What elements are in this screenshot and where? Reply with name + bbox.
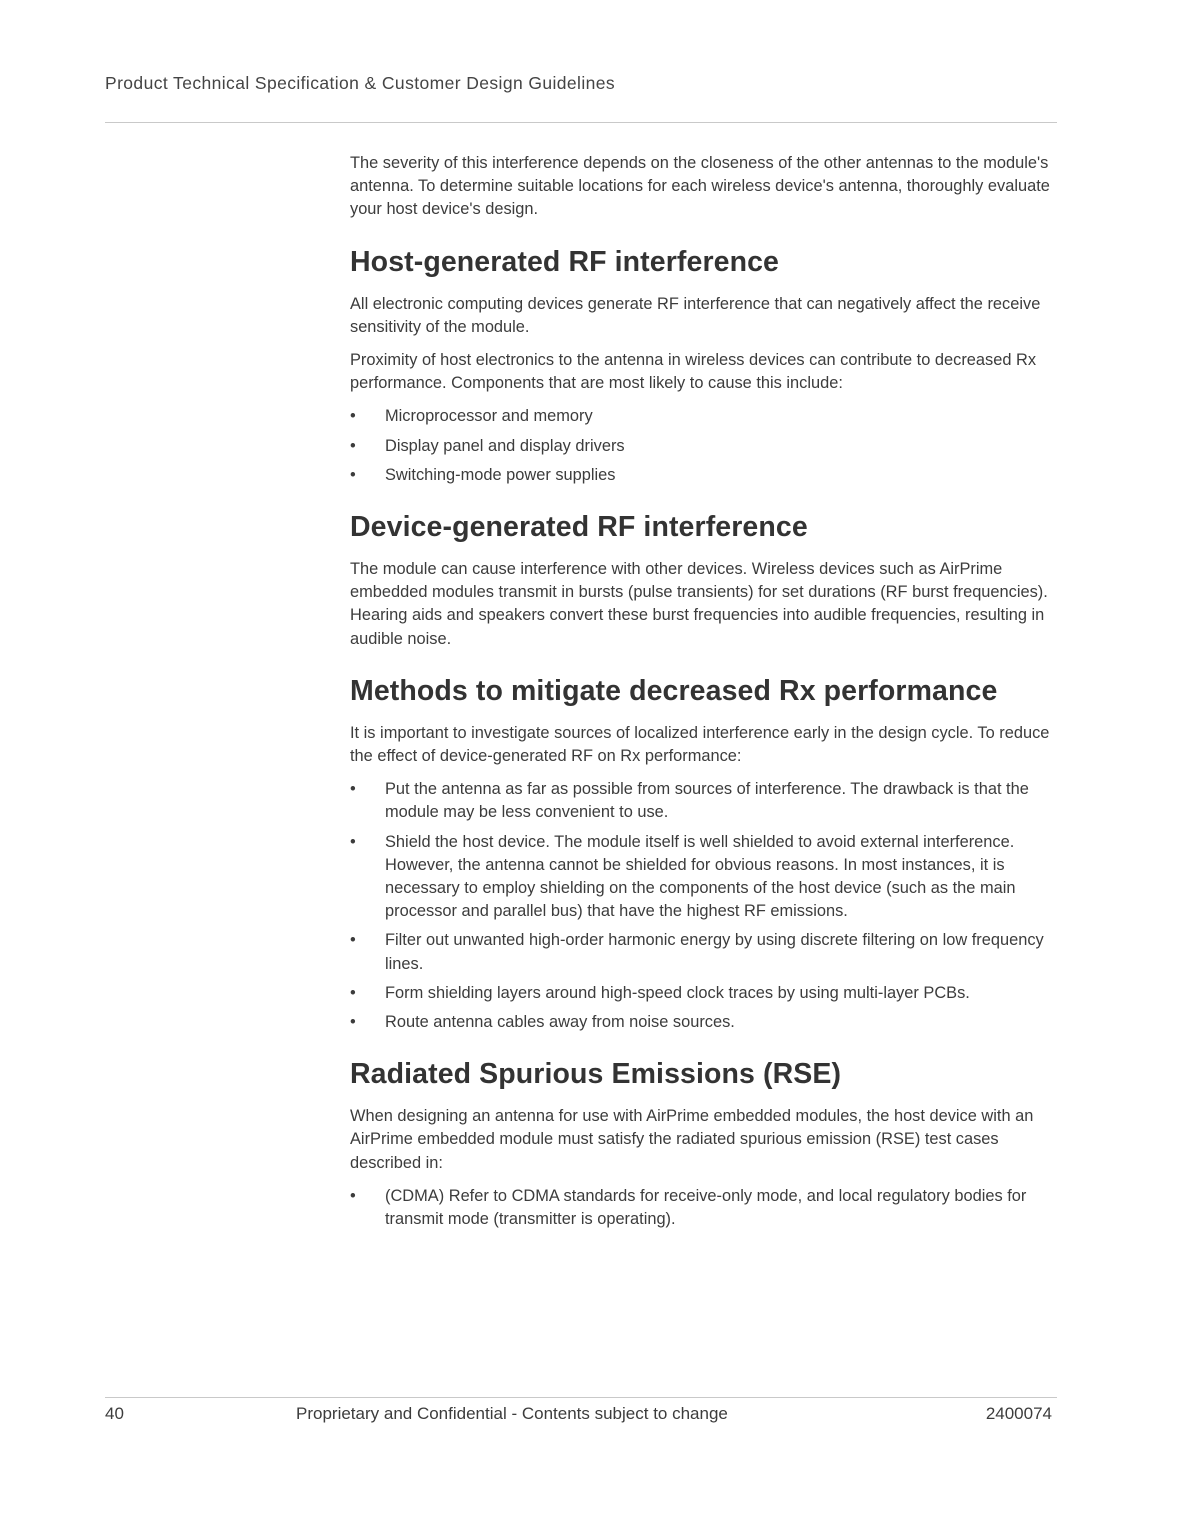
list-item-text: Route antenna cables away from noise sources. [385, 1013, 735, 1032]
bullet-icon: • [350, 832, 356, 851]
bullet-icon: • [350, 780, 356, 799]
list-item [350, 982, 1055, 1005]
list-item-text: Filter out unwanted high-order harmonic energy by using discrete filtering on low frequency lines. [385, 931, 1044, 973]
list-item-text: Put the antenna as far as possible from sources of interference. The drawback is that the module may be less convenient to use. [385, 780, 1029, 822]
intro-paragraph: The severity of this interference depends on the closeness of the other antennas to the module's antenna. To determine suitable locations for each wireless device's antenna, thoroughly evaluate your host device's design. [350, 154, 1050, 219]
methods-list [350, 778, 1055, 1034]
bullet-icon: • [350, 1186, 356, 1205]
bullet-icon: • [350, 1013, 356, 1032]
list-item [350, 435, 1055, 458]
heading-device-generated: Device-generated RF interference [350, 511, 808, 544]
heading-host-generated: Host-generated RF interference [350, 245, 780, 278]
page-body [350, 152, 1055, 1239]
document-number: 2400074 [985, 1404, 1052, 1423]
header-divider [105, 122, 1057, 123]
footer-divider [105, 1397, 1057, 1398]
confidential-notice: Proprietary and Confidential - Contents subject to change [296, 1404, 728, 1423]
host-component-list [350, 405, 1055, 487]
list-item-text: Switching-mode power supplies [385, 465, 616, 484]
bullet-icon: • [350, 465, 356, 484]
list-item-text: Display panel and display drivers [385, 436, 625, 455]
methods-paragraph: It is important to investigate sources of localized interference early in the design cycle. To reduce the effect of device-generated RF on Rx performance: [350, 723, 1050, 766]
list-item [350, 464, 1055, 487]
heading-methods: Methods to mitigate decreased Rx performance [350, 674, 998, 707]
rse-paragraph: When designing an antenna for use with AirPrime embedded modules, the host device with an AirPrime embedded module must satisfy the radiated spurious emission (RSE) test cases described in: [350, 1107, 1034, 1172]
heading-rse: Radiated Spurious Emissions (RSE) [350, 1058, 842, 1091]
list-item-text: Shield the host device. The module itself is well shielded to avoid external interference. However, the antenna cannot be shielded for obvious reasons. In most instances, it is necessary to employ shielding on the components of the host device (such as the main processor and parallel bus) that have the highest RF emissions. [385, 832, 1016, 921]
running-header: Product Technical Specification & Customer Design Guidelines [105, 73, 616, 93]
list-item [350, 1011, 1055, 1034]
host-paragraph-2: Proximity of host electronics to the antenna in wireless devices can contribute to decreased Rx performance. Components that are most likely to cause this include: [350, 351, 1037, 393]
host-paragraph-1: All electronic computing devices generate RF interference that can negatively affect the receive sensitivity of the module. [350, 294, 1041, 336]
list-item [350, 929, 1055, 975]
rse-list [350, 1185, 1055, 1231]
device-paragraph: The module can cause interference with other devices. Wireless devices such as AirPrime embedded modules transmit in bursts (pulse transients) for set durations (RF burst frequencies). Hearing aids and speakers convert these burst frequencies into audible frequencies, resulting in audible noise. [350, 560, 1048, 648]
bullet-icon: • [350, 407, 356, 426]
list-item [350, 405, 1055, 428]
bullet-icon: • [350, 931, 356, 950]
list-item-text: (CDMA) Refer to CDMA standards for receive-only mode, and local regulatory bodies for transmit mode (transmitter is operating). [385, 1186, 1027, 1229]
list-item [350, 778, 1055, 824]
list-item-text: Microprocessor and memory [385, 407, 593, 426]
list-item [350, 831, 1055, 924]
list-item [350, 1185, 1055, 1231]
bullet-icon: • [350, 983, 356, 1002]
bullet-icon: • [350, 436, 356, 455]
page-number: 40 [105, 1404, 124, 1423]
list-item-text: Form shielding layers around high-speed clock traces by using multi-layer PCBs. [385, 983, 970, 1002]
